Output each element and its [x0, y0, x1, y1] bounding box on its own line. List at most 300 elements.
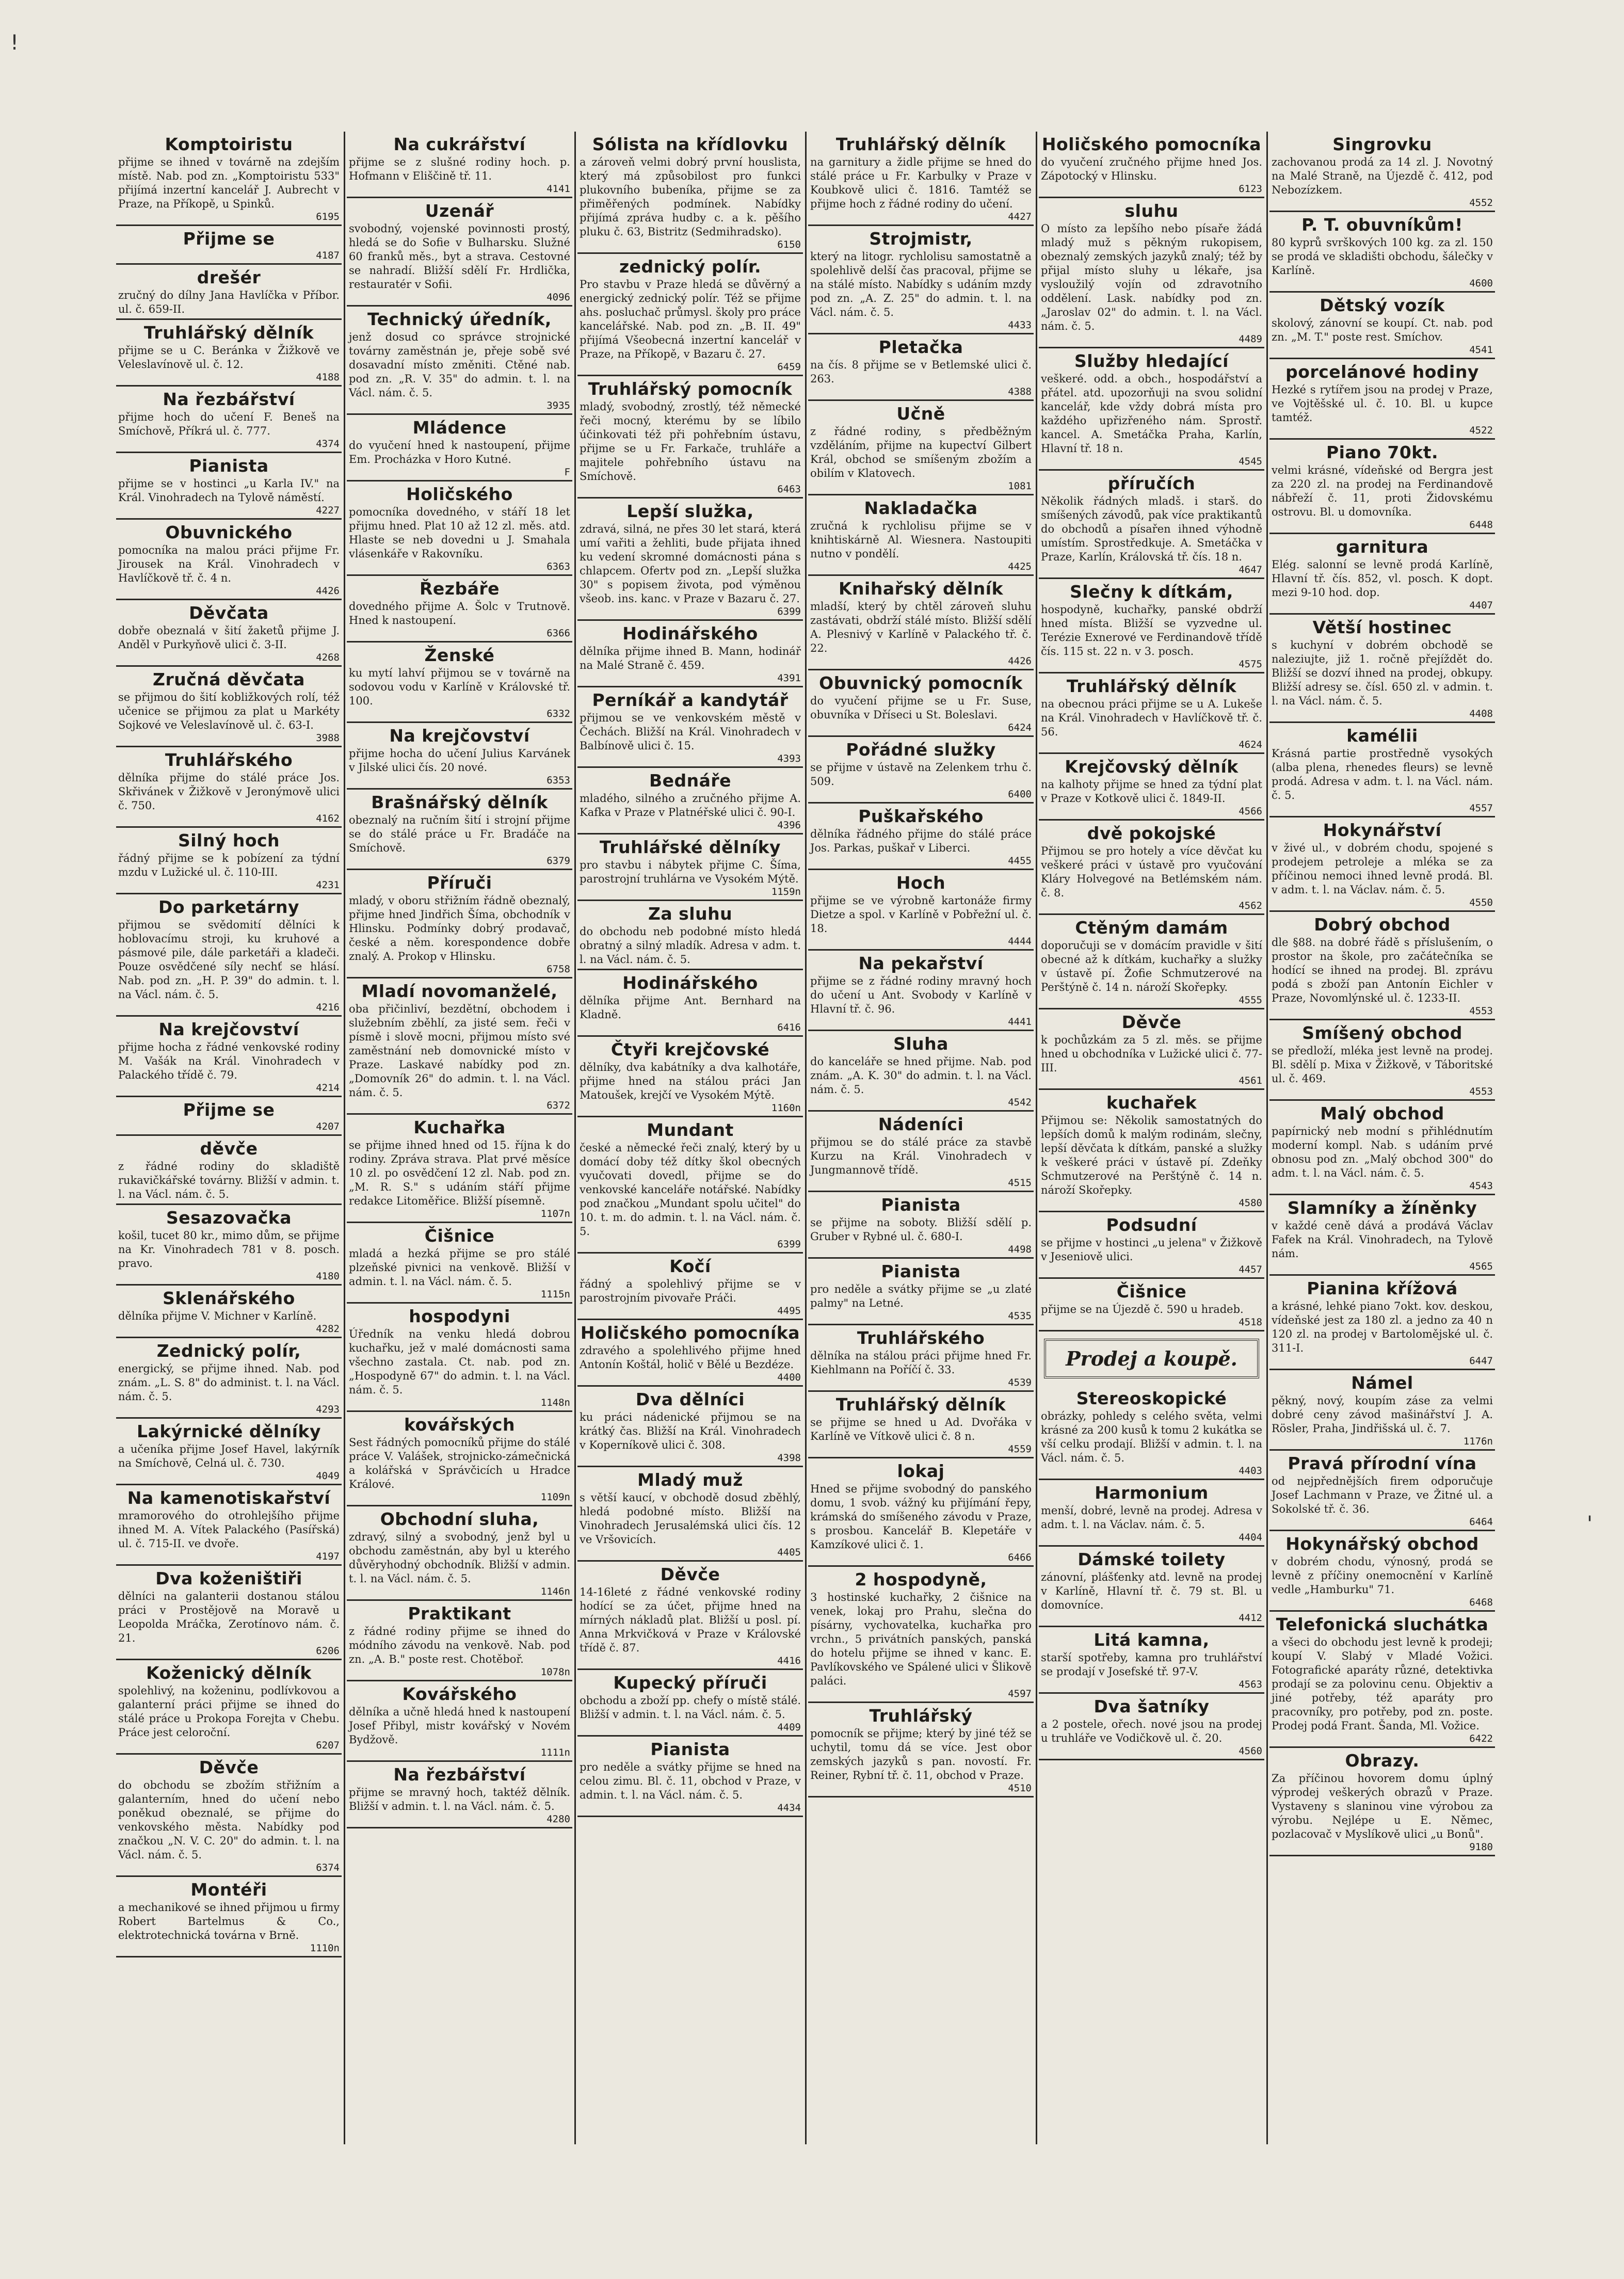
- ad-text: starší spotřeby, kamna pro truhlářství se prodají v Josefské tř. 97-V.: [1041, 1651, 1262, 1678]
- page-mark-left: !: [10, 31, 19, 55]
- ad-title: Děvčata: [189, 603, 269, 623]
- ad-number: 1146n: [540, 1586, 570, 1597]
- ad-text: přijmou se ve venkovském městě v Čechách. Bližší na Král. Vinohradech v Balbínově ulici č. 15.: [580, 712, 801, 752]
- ad-text: papírnický neb modní s přihlédnutím moderní kompl. Nab. s udáním prvé obnosu pod zn. „Malý obchod 300" do adm. t. l. na Václ. nám. č. 5.: [1272, 1125, 1493, 1179]
- ad-number: 4293: [316, 1404, 340, 1415]
- classified-ad: [808, 132, 1034, 226]
- classified-ad: [116, 1286, 342, 1338]
- ad-text: Krásná partie prostředně vysokých (alba plena, rhenedes fleurs) se levně prodá. Adresa v adm. t. l. na Václ. nám. č. 5.: [1272, 747, 1493, 801]
- classified-ad: [577, 499, 803, 621]
- classified-ad: [347, 790, 572, 870]
- classified-ad: [1269, 1101, 1495, 1195]
- ad-text: obrázky, pohledy s celého světa, velmi krásné za 200 kusů k tomu 2 kukátka se vší celku prodají. Bližší v admin. t. l. na Václ. nám. č. 5.: [1041, 1410, 1262, 1464]
- ad-number: F: [564, 467, 570, 478]
- ad-title: Podsudní: [1106, 1215, 1197, 1235]
- classified-ad: [347, 1601, 572, 1681]
- ad-number: 4441: [1008, 1016, 1032, 1028]
- classified-ad: [808, 1392, 1034, 1458]
- ad-number: 4561: [1239, 1075, 1262, 1086]
- ad-text: se předloží, mléka jest levně na prodej. Bl. sdělí p. Mixa v Žižkově, v Táboritské ul. č. 469.: [1272, 1045, 1493, 1085]
- ad-text: přijme se z řádné rodiny mravný hoch do učení u Ant. Svobody v Karlíně v Hlavní tř. č. 96.: [810, 975, 1032, 1015]
- ad-text: přijme se ihned v továrně na zdejším místě. Nab. pod zn. „Komptoiristu 533" přijímá inzertní kancelář J. Aubrecht v Praze, na Příkopě, u Spinků.: [118, 156, 340, 210]
- ad-text: veškeré. odd. a obch., hospodářství a přátel. atd. upozorňuji na svou solidní kancelář, kde vždy dobrá místa pro každého upřizřeného nám. Sprostř. kancel. A. Smetáčka Praha, Karlín, Hlavní tř. 18 n.: [1041, 373, 1262, 455]
- ad-number: 4403: [1239, 1465, 1262, 1476]
- ad-number: 4597: [1008, 1688, 1032, 1699]
- ad-text: v živé ul., v dobrém chodu, spojené s prodejem petroleje a mléka se za příčinou nemoci ihned levně prodá. Bl. v adm. t. l. na Václav. nám. č. 5.: [1272, 842, 1493, 896]
- ad-number: 6195: [316, 211, 340, 222]
- classified-ad: [1269, 1020, 1495, 1101]
- ad-number: 1115n: [540, 1289, 570, 1300]
- classified-ad: [808, 1031, 1034, 1112]
- classified-ad: [347, 576, 572, 643]
- ad-text: zdravého a spolehlivého přijme hned Antonín Koštál, holič v Bělé u Bezdéze.: [580, 1344, 801, 1371]
- ad-text: dělníky, dva kabátníky a dva kalhotáře, přijme hned na stálou práci Jan Matoušek, krejčí ve Vysokém Mýtě.: [580, 1061, 801, 1101]
- classified-ad: [1039, 471, 1264, 579]
- ad-text: energický, se přijme ihned. Nab. pod znám. „L. S. 8" do administ. t. l. na Václ. nám. č. 5.: [118, 1362, 340, 1403]
- ad-title: Sesazovačka: [166, 1208, 292, 1228]
- classified-ad: [1269, 132, 1495, 212]
- column-rule: [1266, 132, 1268, 2144]
- ad-title: Pianista: [881, 1261, 961, 1281]
- ad-title: Pianina křížová: [1307, 1278, 1458, 1298]
- column-rule: [574, 132, 576, 2144]
- classified-ad: [116, 320, 342, 387]
- ad-number: 4647: [1239, 564, 1262, 575]
- ad-text: dělníka přijme ihned B. Mann, hodinář na Malé Straně č. 459.: [580, 645, 801, 671]
- ad-title: Truhlářského: [857, 1328, 985, 1348]
- classified-ad: [1039, 821, 1264, 915]
- classified-ad: [116, 1017, 342, 1097]
- column-2: [347, 132, 572, 2144]
- ad-text: mladý, svobodný, zrostlý, též německé řeči mocný, kterému by se líbilo účinkovati též při pohřebním ústavu, přijme se u Fr. Farkače, truhláře a majitele pohřebního ústavu na Smíchově.: [580, 400, 801, 483]
- ad-text: menší, dobré, levně na prodej. Adresa v adm. t. l. na Václav. nám. č. 5.: [1041, 1504, 1262, 1531]
- ad-title: Silný hoch: [178, 830, 280, 850]
- classified-ad: [1269, 293, 1495, 359]
- ad-number: 6468: [1469, 1597, 1493, 1608]
- ad-text: Hned se přijme svobodný do panského domu, 1 svob. vážný ku přijímání řepy, krámská do smíšeného závodu v Praze, s prosbou. Kancelář B. Klepetáře v Kamzíkové ulici č. 1.: [810, 1483, 1032, 1551]
- ad-title: Smíšený obchod: [1302, 1023, 1462, 1043]
- ad-number: 4563: [1239, 1679, 1262, 1690]
- classified-ad: [1039, 915, 1264, 1009]
- ad-number: 4557: [1469, 803, 1493, 814]
- ad-number: 4268: [316, 652, 340, 663]
- ad-text: z řádné rodiny do skladiště rukavičkářské továrny. Bližší v admin. t. l. na Václ. nám. č. 5.: [118, 1160, 340, 1200]
- classified-ad: [116, 520, 342, 600]
- classified-ad: [808, 1458, 1034, 1567]
- ad-title: Na pekařství: [858, 953, 984, 973]
- classified-ad: [1039, 1627, 1264, 1694]
- ad-number: 4400: [777, 1372, 801, 1383]
- ad-text: ku mytí lahví přijmou se v továrně na sodovou vodu v Karlíně v Královské tř. 100.: [349, 667, 570, 707]
- classified-ad: [116, 1205, 342, 1286]
- classified-ad: [1039, 1480, 1264, 1547]
- ad-number: 4197: [316, 1551, 340, 1562]
- ad-number: 4515: [1008, 1177, 1032, 1189]
- classified-ad: [1269, 1276, 1495, 1370]
- ad-title: Hokynářství: [1323, 820, 1442, 840]
- ad-text: na obecnou práci přijme se u A. Lukeše na Král. Vinohradech v Havlíčkově tř. č. 56.: [1041, 698, 1262, 738]
- ad-text: dělníka na stálou práci přijme hned Fr. Kiehlmann na Poříčí č. 33.: [810, 1350, 1032, 1376]
- ad-number: 4444: [1008, 936, 1032, 947]
- ad-text: dělníka a učně hledá hned k nastoupení Josef Přibyl, mistr kovářský v Novém Bydžově.: [349, 1706, 570, 1746]
- classified-ad: [1039, 1279, 1264, 1331]
- classified-ad: [577, 768, 803, 834]
- ad-text: Elég. salonní se levně prodá Karlíně, Hlavní tř. čís. 852, vl. posch. K dopt. mezi 9-10 hod. dop.: [1272, 558, 1493, 599]
- ad-text: a mechanikové se ihned přijmou u firmy Robert Bartelmus & Co., elektrotechnická továrna v Brně.: [118, 1901, 340, 1941]
- newspaper-page: [116, 132, 1494, 2144]
- ad-text: dle §88. na dobré řádě s příslušením, o prostor na škole, pro začátečníka se hodící se ihned na prodej. Bl. zprávu podá s zboží pan Antonín Eichler v Praze, Novomlýnské ul. č. 1233-II.: [1272, 936, 1493, 1004]
- classified-ad: [1269, 1195, 1495, 1276]
- ad-number: 6123: [1239, 183, 1262, 195]
- ad-number: 4280: [546, 1813, 570, 1825]
- classified-ad: [116, 265, 342, 320]
- ad-number: 1159n: [771, 886, 801, 897]
- ad-title: Zednický polír,: [156, 1341, 301, 1361]
- ad-text: jenž dosud co správce strojnické továrny zaměstnán je, přeje sobě své dosavadní místo změniti. Ctěné nab. pod zn. „R. V. 35" do admin. t. l. na Václ. nám. č. 5.: [349, 331, 570, 399]
- ad-text: české a německé řeči znalý, který by u domácí doby též dítky škol obecných vyučovati dovedl, přijme se do venkovské kanceláře notářské. Nabídky pod značkou „Mundant spolu učitel" do 10. t. m. do admin. t. l. na Václ. nám. č. 5.: [580, 1142, 801, 1238]
- ad-title: Pianista: [881, 1195, 961, 1215]
- ad-number: 4543: [1469, 1180, 1493, 1192]
- ad-text: na čís. 8 přijme se v Betlemské ulici č. 263.: [810, 359, 1032, 385]
- ad-text: mladého, silného a zručného přijme A. Kafka v Praze v Platnéřské ulici č. 90-I.: [580, 792, 801, 818]
- ad-title: Obchodní sluha,: [380, 1509, 539, 1529]
- ad-number: 4565: [1469, 1261, 1493, 1272]
- column-3: [577, 132, 803, 2144]
- ad-title: Pořádné služky: [846, 740, 996, 760]
- classified-ad: [1269, 359, 1495, 440]
- ad-number: 4600: [1469, 278, 1493, 289]
- classified-ad: [1039, 198, 1264, 348]
- ad-title: porcelánové hodiny: [1285, 362, 1479, 382]
- ad-title: Ctěným damám: [1075, 918, 1228, 938]
- ad-title: Obuvnického: [165, 522, 293, 542]
- classified-ad: [1269, 723, 1495, 817]
- ad-text: O místo za lepšího nebo písaře žádá mladý muž s pěkným rukopisem, obeznalý zemských jazyků znalý; též by přijal místo sluhy u lékaře, jsa vysloužilý vojín od zdravotního oddělení. Lask. nabídky pod zn. „Jaroslav 02" do admin. t. l. na Václ. nám. č. 5.: [1041, 222, 1262, 332]
- ad-text: oba přičinliví, bezdětní, obchodem i služebním zběhlí, za jisté sem. řeči v písmě i slově mocni, přijmou místo své zaměstnání neb domovnické místo v Praze. Laskavé nabídky pod zn. „Domovník 26" do admin. t. l. na Václ. nám. č. 5.: [349, 1003, 570, 1099]
- ad-text: zručný do dílny Jana Havlíčka v Příbor. ul. č. 659-II.: [118, 289, 340, 315]
- classified-ad: [1039, 579, 1264, 673]
- ad-title: Litá kamna,: [1094, 1630, 1210, 1650]
- ad-text: Hezké s rytířem jsou na prodej v Praze, ve Vojtěšské ul. č. 10. Bl. u kupce tamtéž.: [1272, 383, 1493, 424]
- ad-text: ku práci nádenické přijmou se na krátký čas. Bližší na Král. Vinohradech v Koperníkově ulici č. 308.: [580, 1411, 801, 1451]
- classified-ad: [808, 1703, 1034, 1797]
- ad-text: Úředník na venku hledá dobrou kuchařku, jež v malé domácnosti sama všechno zastala. Ct. nab. pod zn. „Hospodyně 67" do admin. t. l. na Václ. nám. č. 5.: [349, 1328, 570, 1396]
- ad-number: 4624: [1239, 739, 1262, 750]
- ad-number: 6206: [316, 1645, 340, 1657]
- classified-ad: [808, 951, 1034, 1031]
- ad-text: dobře obeznalá v šití žaketů přijme J. Anděl v Purkyňově ulici č. 3-II.: [118, 624, 340, 651]
- ad-number: 4416: [777, 1655, 801, 1666]
- ad-text: skolový, zánovní se koupí. Ct. nab. pod zn. „M. T." poste rest. Smíchov.: [1272, 317, 1493, 343]
- ad-number: 4580: [1239, 1197, 1262, 1209]
- ad-text: dovedného přijme A. Šolc v Trutnově. Hned k nastoupení.: [349, 600, 570, 627]
- classified-ad: [808, 1192, 1034, 1259]
- ad-title: drešér: [197, 267, 261, 287]
- classified-ad: [577, 687, 803, 768]
- ad-number: 3935: [546, 400, 570, 411]
- ad-number: 4489: [1239, 333, 1262, 345]
- ad-number: 9180: [1469, 1841, 1493, 1853]
- classified-ad: [116, 747, 342, 828]
- ad-text: který na litogr. rychlolisu samostatně a spolehlivě delší čas pracoval, přijme se na stálé místo. Nabídky s udáním mzdy pod zn. „A. Z. 25" do admin. t. l. na Václ. nám. č. 5.: [810, 250, 1032, 318]
- ad-number: 4539: [1008, 1377, 1032, 1388]
- ad-text: přijme se v hostinci „u Karla IV." na Král. Vinohradech na Tylově náměstí.: [118, 477, 340, 504]
- ad-title: Na kamenotiskařství: [127, 1488, 331, 1508]
- ad-number: 4227: [316, 505, 340, 516]
- ad-text: řádný přijme se k pobízení za týdní mzdu v Lužické ul. č. 110-III.: [118, 852, 340, 878]
- ad-text: v každé ceně dává a prodává Václav Fafek na Král. Vinohradech, na Tylově nám.: [1272, 1219, 1493, 1260]
- classified-ad: [116, 828, 342, 894]
- ad-number: 4391: [777, 672, 801, 684]
- ad-text: 14-16leté z řádné venkovské rodiny hodící se za účet, přijme hned na mírných nákladů plat. Bližší u posl. pí. Anna Mrkvičková v Praze v Královské třídě č. 87.: [580, 1586, 801, 1654]
- ad-number: 6399: [777, 1239, 801, 1250]
- classified-ad: [577, 254, 803, 376]
- ad-text: mladá a hezká přijme se pro stálé plzeňské pivnici na venkově. Bližší v admin. t. l. na Václ. nám. č. 5.: [349, 1247, 570, 1288]
- ad-text: do vyučení přijme se u Fr. Suse, obuvníka v Dříseci u St. Boleslavi.: [810, 695, 1032, 721]
- ad-text: dělníci na galanterii dostanou stálou práci v Prostějově na Moravě u Leopolda Mráčka, Zerotínovo nám. č. 21.: [118, 1590, 340, 1644]
- ad-title: Hokynářský obchod: [1285, 1534, 1479, 1554]
- ad-number: 4393: [777, 753, 801, 764]
- ad-title: Námel: [1351, 1373, 1413, 1393]
- ad-number: 4566: [1239, 806, 1262, 817]
- classified-ad: [116, 387, 342, 453]
- ad-text: přijme se mravný hoch, taktéž dělník. Bližší v admin. t. l. na Václ. nám. č. 5.: [349, 1786, 570, 1812]
- ad-title: sluhu: [1124, 201, 1179, 221]
- ad-text: pro neděle a svátky přijme se „u zlaté palmy" na Letné.: [810, 1283, 1032, 1309]
- classified-ad: [347, 643, 572, 723]
- ad-title: Přijme se: [183, 229, 275, 249]
- ad-title: Kuchařka: [413, 1117, 506, 1137]
- ad-title: Obuvnický pomocník: [819, 673, 1023, 693]
- ad-title: Na krejčovství: [389, 726, 530, 746]
- classified-ad: [808, 737, 1034, 804]
- ad-text: a krásné, lehké piano 7okt. kov. deskou, vídeňské jest za 180 zl. a jedno za 40 n 120 zl. na prodej v Bartolomějské ul. č. 311-I.: [1272, 1300, 1493, 1354]
- ad-number: 4498: [1008, 1244, 1032, 1255]
- ad-title: Perníkář a kandytář: [592, 690, 789, 710]
- classified-ad: [577, 1387, 803, 1467]
- ad-text: dělníka přijme V. Michner v Karlíně.: [118, 1310, 317, 1322]
- classified-ad: [1269, 1370, 1495, 1451]
- classified-ad: [347, 1304, 572, 1412]
- ad-title: Truhlářský: [869, 1706, 973, 1726]
- ad-number: 6150: [777, 239, 801, 250]
- ad-title: Puškařského: [858, 806, 984, 826]
- ad-text: pomocník se přijme; který by jiné též se uchytil, tomu dá se více. Jest obor zemských jazyků s pan. novostí. Fr. Reiner, Rybní tř. č. 11, obchod v Praze.: [810, 1727, 1032, 1782]
- classified-ad: [577, 1562, 803, 1670]
- ad-number: 3988: [316, 732, 340, 744]
- ad-text: dělníka přijme Ant. Bernhard na Kladně.: [580, 994, 801, 1021]
- classified-ad: [116, 1419, 342, 1485]
- ad-number: 4555: [1239, 994, 1262, 1006]
- ad-text: se přijme na soboty. Bližší sdělí p. Gruber v Rybné ul. č. 680-I.: [810, 1216, 1032, 1243]
- classified-ad: [1039, 1547, 1264, 1627]
- ad-title: Dámské toilety: [1078, 1549, 1226, 1569]
- classified-ad: [1039, 1090, 1264, 1212]
- ad-number: 4426: [316, 585, 340, 597]
- ad-title: Mládence: [412, 418, 507, 438]
- ad-number: 4457: [1239, 1264, 1262, 1275]
- classified-ad: [1039, 348, 1264, 471]
- classified-ad: [347, 198, 572, 307]
- ad-title: kuchařek: [1106, 1093, 1197, 1113]
- ad-number: 4374: [316, 438, 340, 450]
- ad-number: 4214: [316, 1082, 340, 1094]
- ad-text: k pochůzkám za 5 zl. měs. se přijme hned u obchodníka v Lužické ulici č. 77-III.: [1041, 1034, 1262, 1074]
- ad-title: Truhlářský dělník: [143, 323, 314, 343]
- classified-ad: [116, 132, 342, 226]
- ad-title: Telefonická sluchátka: [1276, 1614, 1489, 1634]
- ad-number: 6758: [546, 964, 570, 975]
- ad-title: kamélii: [1346, 726, 1418, 746]
- ad-title: Dětský vozík: [1320, 295, 1445, 315]
- ad-number: 4510: [1008, 1783, 1032, 1794]
- ad-number: 4562: [1239, 900, 1262, 911]
- ad-title: Řezbáře: [419, 579, 500, 599]
- ad-title: Krejčovský dělník: [1065, 757, 1239, 777]
- column-rule: [805, 132, 807, 2144]
- column-rule: [1036, 132, 1037, 2144]
- ad-title: Nádeníci: [878, 1114, 964, 1134]
- ad-number: 1081: [1008, 480, 1032, 492]
- classified-ad: [347, 978, 572, 1115]
- ad-title: 2 hospodyně,: [855, 1569, 987, 1590]
- ad-text: z řádné rodiny, s předběžným vzděláním, přijme na kupectví Gilbert Král, obchod se smíšeným zbožím a obilím v Klatovech.: [810, 425, 1032, 479]
- ad-text: zdravá, silná, ne přes 30 let stará, která umí vařiti a žehliti, bude přijata ihned ku vedení skromné domácnosti pána s chlapcem. Ofertv pod zn. „Lepší služka 30" s popisem života, pod výměnou všeob. ins. kanc. v Praze v Bazaru č. 27.: [580, 523, 801, 605]
- ad-text: pro stavbu i nábytek přijme C. Šíma, parostrojní truhlárna ve Vysokém Mýtě.: [580, 859, 801, 885]
- ad-text: spolehlivý, na koženinu, podlívkovou a galanterní práci přijme se ihned do stálé práce u Prokopa Forejta v Chebu. Práce jest celoroční.: [118, 1684, 340, 1739]
- ad-text: přijme se na Újezdě č. 590 u hradeb.: [1041, 1303, 1244, 1315]
- ad-title: Dva dělníci: [635, 1389, 745, 1409]
- ad-title: Pianista: [189, 456, 269, 476]
- classified-ad: [116, 1877, 342, 1957]
- ad-text: do obchodu se zbožím střižním a galanterním, hned do učení nebo poněkud obeznalé, se přijme do venkovského města. Nabídky pod značkou „N. V. C. 20" do admin. t. l. na Václ. nám. č. 5.: [118, 1779, 340, 1861]
- ad-title: Stereoskopické: [1076, 1388, 1227, 1408]
- ad-title: Dobrý obchod: [1314, 914, 1451, 935]
- classified-ad: [1269, 534, 1495, 615]
- ad-text: přijme hocha z řádné venkovské rodiny M. Vašák na Král. Vinohradech v Palackého třídě č. 79.: [118, 1041, 340, 1081]
- ad-title: Nakladačka: [864, 498, 978, 518]
- ad-text: pro neděle a svátky přijme se hned na celou zimu. Bl. č. 11, obchod v Praze, v admin. t. l. na Václ. nám. č. 5.: [580, 1761, 801, 1801]
- classified-ad: [808, 401, 1034, 495]
- ad-title: hospodyni: [409, 1306, 510, 1326]
- classified-ad: [577, 1320, 803, 1387]
- classified-ad: [577, 621, 803, 687]
- column-5: [1039, 132, 1264, 2144]
- ad-title: Příruči: [427, 873, 492, 893]
- ad-text: Za příčinou hovorem domu úplný výprodej veškerých obrazů v Praze. Vystaveny s slaninou vine výrobou za výrobu. Nejlépe u E. Němec, pozlacovač v Myslíkově ulici „u Bonů".: [1272, 1772, 1493, 1840]
- ad-number: 6416: [777, 1022, 801, 1033]
- ad-text: se přijme v hostinci „u jelena" v Žižkově v Jeseniově ulici.: [1041, 1237, 1262, 1263]
- classified-ad: [116, 1136, 342, 1205]
- ad-text: pěkný, nový, koupím záse za velmi dobré ceny závod mašinářství J. A. Rösler, Praha, Jindřišská ul. č. 7.: [1272, 1394, 1493, 1435]
- ad-number: 4455: [1008, 855, 1032, 866]
- ad-title: Truhlářský pomocník: [588, 379, 793, 399]
- classified-ad: [116, 1755, 342, 1877]
- ad-number: 4049: [316, 1470, 340, 1482]
- classified-ad: [808, 226, 1034, 334]
- ad-title: Montéři: [190, 1880, 267, 1900]
- ad-number: 6424: [1008, 722, 1032, 733]
- ad-text: do kanceláře se hned přijme. Nab. pod znám. „A. K. 30" do admin. t. l. na Václ. nám. č. 5.: [810, 1055, 1032, 1096]
- ad-title: Děvče: [660, 1564, 720, 1584]
- ad-number: 4282: [316, 1323, 340, 1335]
- ad-number: 4541: [1469, 344, 1493, 356]
- ad-title: Holičského pomocníka: [1041, 134, 1262, 154]
- ad-number: 4187: [316, 250, 340, 261]
- classified-ad: [347, 482, 572, 576]
- ad-title: Kovářského: [402, 1684, 517, 1704]
- ad-number: 1160n: [771, 1102, 801, 1114]
- classified-ad: [1039, 754, 1264, 821]
- ad-number: 4396: [777, 820, 801, 831]
- classified-ad: [116, 1338, 342, 1419]
- ad-title: Mundant: [647, 1120, 734, 1140]
- ad-title: Na řezbářství: [393, 1764, 526, 1785]
- ad-text: velmi krásné, vídeňské od Bergra jest za 220 zl. na prodej na Ferdinandově nábřeží č. 11, proti Židovskému ostrovu. Bl. u domovníka.: [1272, 464, 1493, 518]
- ad-title: Praktikant: [408, 1603, 511, 1624]
- ad-number: 1111n: [540, 1747, 570, 1758]
- ad-number: 4495: [777, 1305, 801, 1317]
- classified-ad: [1269, 1612, 1495, 1748]
- column-6: [1269, 132, 1495, 2144]
- classified-ad: [116, 453, 342, 520]
- classified-ad: [577, 1037, 803, 1117]
- ad-number: 6207: [316, 1740, 340, 1751]
- ad-title: Knihařský dělník: [838, 579, 1004, 599]
- classified-ad: [808, 1325, 1034, 1392]
- ad-title: Přijme se: [183, 1100, 275, 1120]
- ad-number: 4550: [1469, 897, 1493, 908]
- classified-ad: [577, 132, 803, 254]
- ad-text: s větší kaucí, v obchodě dosud zběhlý, hledá podobné místo. Bližší na Vinohradech Jerusalémská ulici čís. 12 ve Vršovicích.: [580, 1491, 801, 1546]
- classified-ad: [1269, 440, 1495, 534]
- classified-ad: [808, 576, 1034, 670]
- ad-text: mladší, který by chtěl zároveň sluhu zastávati, obdrží stálé místo. Bližší sdělí A. Plesnivý v Karlíně v Palackého tř. č. 22.: [810, 600, 1032, 654]
- classified-ad: [116, 667, 342, 747]
- ad-text: přijme se z slušné rodiny hoch. p. Hofmann v Eliščině tř. 11.: [349, 156, 570, 182]
- classified-ad: [808, 495, 1034, 576]
- ad-title: Obrazy.: [1345, 1751, 1420, 1771]
- ad-text: se přijme ihned hned od 15. října k do rodiny. Zpráva strava. Plat prvé měsíce 10 zl. po osvědčení 12 zl. Nab. pod zn. „M. R. S." s udáním stáří přijme redakce Litoměřice. Bližší písemně.: [349, 1139, 570, 1207]
- ad-number: 4426: [1008, 655, 1032, 667]
- ad-text: zdravý, silný a svobodný, jenž byl u obchodu zaměstnán, aby byl u kterého důvěryhodný obchodník. Bližší v admin. t. l. na Václ. nám. č. 5.: [349, 1531, 570, 1585]
- classified-ad: [1269, 1531, 1495, 1612]
- classified-ad: [116, 1566, 342, 1660]
- ad-title: Lakýrnické dělníky: [137, 1421, 321, 1441]
- ad-number: 6447: [1469, 1355, 1493, 1367]
- ad-title: Slečny k dítkám,: [1070, 582, 1233, 602]
- ad-number: 4427: [1008, 211, 1032, 222]
- classified-ad: [577, 1467, 803, 1562]
- ad-text: Několik řádných mladš. i starš. do smíšených závodů, pak více praktikantů do obchodů a písařen ihned výhodně umístím. Sprostředkuje. A. Smetáčka v Praze, Karlín, Královská tř. čís. 18 n.: [1041, 495, 1262, 563]
- ad-text: 80 kyprů svrškových 100 kg. za zl. 150 se prodá ve skladišti obchodu, šálečky v Karlíně.: [1272, 236, 1493, 277]
- ad-number: 4141: [546, 183, 570, 195]
- ad-number: 6379: [546, 855, 570, 866]
- ad-number: 1107n: [540, 1208, 570, 1219]
- ad-text: do vyučení hned k nastoupení, přijme Em. Procházka v Horo Kutné.: [349, 439, 570, 466]
- ad-title: Čišnice: [1116, 1281, 1187, 1302]
- ad-text: přijme hocha do učení Julius Karvánek v Jilské ulici čís. 20 nové.: [349, 747, 570, 774]
- ad-title: Harmonium: [1095, 1483, 1209, 1503]
- ad-number: 4560: [1239, 1745, 1262, 1757]
- ad-title: Truhlářský dělník: [1066, 676, 1237, 696]
- classified-ad: [347, 1223, 572, 1304]
- ad-number: 4180: [316, 1271, 340, 1282]
- ad-text: a všeci do obchodu jest levně k prodeji; koupí V. Slabý v Mladé Vožici. Fotografické aparáty různé, detektivka prodají se za polovinu cenu. Objektiv a jiné potřeby, též aparáty pro pracovníky, pro potřeby, pod zn. poste. Prodej podá Frant. Šanda, Ml. Vožice.: [1272, 1636, 1493, 1732]
- classified-ad: [116, 1660, 342, 1755]
- ad-number: 4522: [1469, 425, 1493, 436]
- ad-title: Mladí novomanželé,: [361, 981, 558, 1001]
